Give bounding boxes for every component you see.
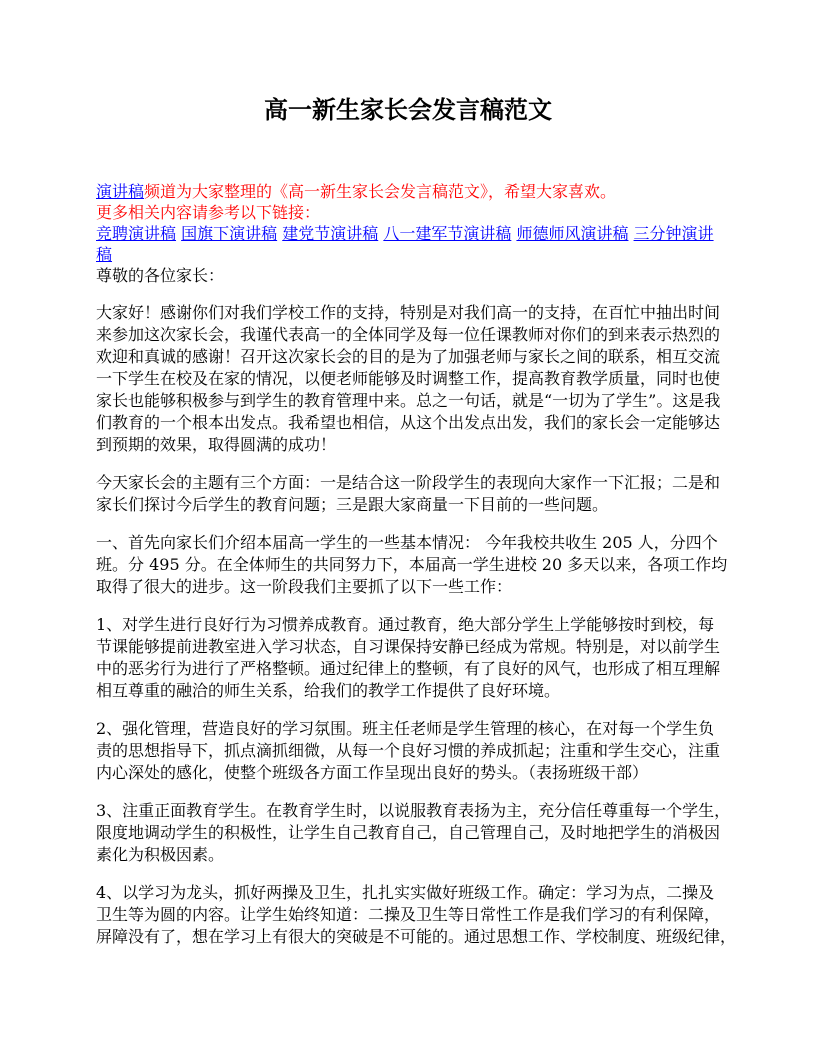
intro-channel-line: [96, 181, 720, 202]
paragraph-line: 4、以学习为龙头，抓好两操及卫生，扎扎实实做好班级工作。确定：学习为点，二操及: [96, 883, 715, 902]
paragraph-line: 素化为积极因素。: [96, 845, 225, 864]
intro-more-text: 更多相关内容请参考以下链接：: [96, 203, 321, 222]
paragraph-line: 们教育的一个根本出发点。我希望也相信，从这个出发点出发，我们的家长会一定能够达: [96, 413, 721, 432]
paragraph-line: 班。分 495 分。在全体师生的共同努力下，本届高一学生进校 20 多天以来，各项工作均: [96, 555, 728, 574]
paragraph-line: 大家好！感谢你们对我们学校工作的支持，特别是对我们高一的支持，在百忙中抽出时间: [96, 303, 721, 322]
paragraph: [96, 302, 720, 456]
paragraph: [96, 614, 720, 702]
paragraph-line: 内心深处的感化，使整个班级各方面工作呈现出良好的势头。（表扬班级干部）: [96, 763, 649, 782]
paragraph-line: 2、强化管理，营造良好的学习氛围。班主任老师是学生管理的核心，在对每一个学生负: [96, 719, 715, 738]
paragraph-line: 今天家长会的主题有三个方面：一是结合这一阶段学生的表现向大家作一下汇报；二是和: [96, 473, 721, 492]
paragraph-line: 到预期的效果，取得圆满的成功！: [96, 435, 337, 454]
related-link[interactable]: 三分钟演讲稿: [96, 224, 714, 264]
paragraph: [96, 882, 737, 948]
related-link[interactable]: 竞聘演讲稿: [96, 224, 177, 243]
paragraph-line: 来参加这次家长会，我谨代表高一的全体同学及每一位任课教师对你们的到来表示热烈的: [96, 325, 721, 344]
paragraph-line: 限度地调动学生的积极性，让学生自己教育自己，自己管理自己，及时地把学生的消极因: [96, 823, 721, 842]
paragraph-line: 责的思想指导下，抓点滴抓细微，从每一个良好习惯的养成抓起；注重和学生交心，注重: [96, 741, 721, 760]
paragraph-line: 家长也能够积极参与到学生的教育管理中来。总之一句话，就是“一切为了学生”。这是我: [96, 391, 721, 410]
document-title: 高一新生家长会发言稿范文: [264, 95, 552, 124]
related-link[interactable]: 国旗下演讲稿: [181, 224, 278, 243]
salutation: 尊敬的各位家长：: [96, 266, 225, 285]
paragraph-line: 节课能够提前进教室进入学习状态，自习课保持安静已经成为常规。特别是，对以前学生: [96, 637, 721, 656]
paragraph-line: 一、首先向家长们介绍本届高一学生的一些基本情况： 今年我校共收生 205 人，分四个: [96, 533, 718, 552]
paragraph-line: 一下学生在校及在家的情况，以便老师能够及时调整工作，提高教育教学质量，同时也使: [96, 369, 721, 388]
paragraph-line: 1、对学生进行良好行为习惯养成教育。通过教育，绝大部分学生上学能够按时到校，每: [96, 615, 715, 634]
paragraph: [96, 718, 720, 784]
paragraph: [96, 472, 720, 516]
channel-link[interactable]: 演讲稿: [96, 182, 145, 201]
related-link[interactable]: 师德师风演讲稿: [516, 224, 629, 243]
intro-channel-text: 频道为大家整理的《高一新生家长会发言稿范文》，希望大家喜欢。: [144, 182, 617, 201]
intro-block: [96, 181, 720, 286]
paragraph-line: 屏障没有了，想在学习上有很大的突破是不可能的。通过思想工作、学校制度、班级纪律，: [96, 927, 737, 946]
paragraph-line: 家长们探讨今后学生的教育问题；三是跟大家商量一下目前的一些问题。: [96, 495, 609, 514]
related-links: [96, 223, 720, 265]
paragraph-line: 3、注重正面教育学生。在教育学生时，以说服教育表扬为主，充分信任尊重每一个学生，: [96, 801, 731, 820]
paragraph: [96, 532, 728, 598]
paragraph-line: 欢迎和真诚的感谢！召开这次家长会的目的是为了加强老师与家长之间的联系，相互交流: [96, 347, 721, 366]
paragraph: [96, 800, 731, 866]
related-link[interactable]: 八一建军节演讲稿: [383, 224, 512, 243]
paragraph-line: 取得了很大的进步。这一阶段我们主要抓了以下一些工作：: [96, 577, 513, 596]
related-link[interactable]: 建党节演讲稿: [282, 224, 379, 243]
paragraph-line: 中的恶劣行为进行了严格整顿。通过纪律上的整顿，有了良好的风气，也形成了相互理解: [96, 659, 721, 678]
document-body: [96, 181, 737, 948]
paragraph-line: 相互尊重的融洽的师生关系，给我们的教学工作提供了良好环境。: [96, 681, 561, 700]
paragraph-line: 卫生等为圆的内容。让学生始终知道：二操及卫生等日常性工作是我们学习的有利保障，: [96, 905, 721, 924]
